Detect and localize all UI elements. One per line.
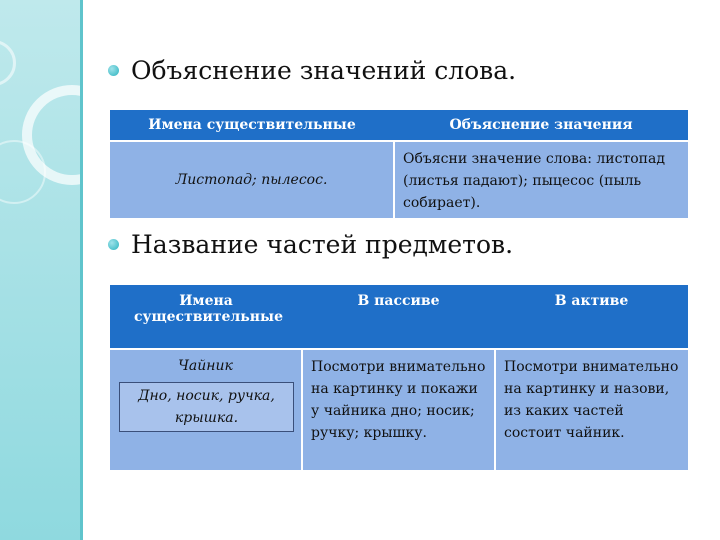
bullet-icon	[108, 65, 119, 76]
decorative-sidebar	[0, 0, 80, 540]
table-cell: Листопад; пылесос.	[110, 141, 394, 218]
sidebar-divider	[80, 0, 83, 540]
column-header: В пассиве	[302, 285, 495, 349]
bullet-icon	[108, 239, 119, 250]
decorative-ring-icon	[0, 40, 16, 86]
column-header: Имена существительные	[110, 285, 302, 349]
table-cell	[110, 349, 302, 470]
object-parts-table	[110, 285, 688, 470]
table-header-row	[110, 110, 688, 141]
table-cell: Посмотри внимательно на картинку и назови, из каких частей состоит чайник.	[495, 349, 688, 470]
table-row	[110, 141, 688, 218]
column-header: В активе	[495, 285, 688, 349]
column-header: Объяснение значения	[394, 110, 688, 141]
cell-boxed-text: Дно, носик, ручка, крышка.	[119, 382, 294, 432]
table-cell: Объясни значение слова: листопад (листья падают); пыцесос (пыль собирает).	[394, 141, 688, 218]
column-header: Имена существительные	[110, 110, 394, 141]
table-header-row	[110, 285, 688, 349]
table-row	[110, 349, 688, 470]
bullet-item-1	[108, 56, 516, 85]
word-meaning-table	[110, 110, 688, 218]
bullet-heading-1: Объяснение значений слова.	[131, 56, 517, 85]
table-cell: Посмотри внимательно на картинку и покажи у чайника дно; носик; ручку; крышку.	[302, 349, 495, 470]
bullet-heading-2: Название частей предметов.	[131, 230, 514, 259]
bullet-item-2	[108, 230, 513, 259]
cell-title: Чайник	[178, 358, 233, 374]
